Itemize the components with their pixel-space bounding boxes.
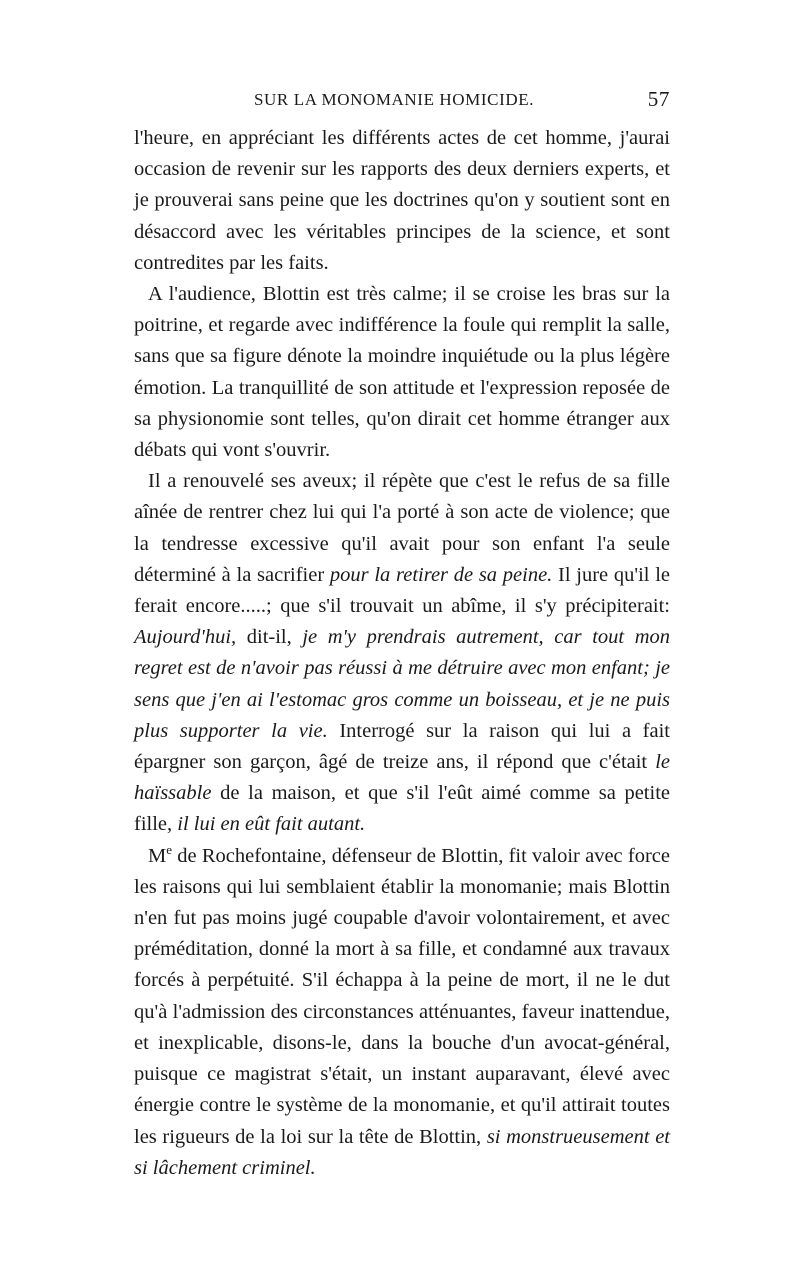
paragraph-3-italic-5: il lui en eût fait autant. xyxy=(177,813,366,836)
page-number: 57 xyxy=(647,87,670,111)
paragraph-1 xyxy=(134,123,670,279)
paragraph-3-text-1: Il a renouvelé ses aveux; il répète que c'est le refus de sa fille aînée de rentrer chez lui qui l'a porté à son acte de violence; que la tendresse excessive qu'il avait pour son enfant l'a seule déterminé à la sacrifier xyxy=(134,470,670,586)
paragraph-2 xyxy=(134,279,670,466)
paragraph-3-text-4: Interrogé sur la raison qui lui a fait épargner son garçon, âgé de treize ans, il répond que c'était xyxy=(134,719,670,774)
paragraph-4-title-m: M xyxy=(148,844,167,867)
paragraph-1-text: l'heure, en appréciant les différents actes de cet homme, j'aurai occasion de revenir sur les rapports des deux derniers experts, et je prouverai sans peine que les doctrines qu'on y soutient sont en désaccord avec les véritables principes de la science, et sont contredites par les faits. xyxy=(134,127,670,274)
paragraph-4-title-sup: e xyxy=(166,841,173,857)
paragraph-4 xyxy=(134,841,670,1184)
running-title: SUR LA MONOMANIE HOMICIDE. xyxy=(254,90,535,109)
paragraph-2-text: A l'audience, Blottin est très calme; il se croise les bras sur la poitrine, et regarde avec indifférence la foule qui remplit la salle, sans que sa figure dénote la moindre inquiétude ou la plus légère émotion. La tranquillité de son attitude et l'expression reposée de sa physionomie sont telles, qu'on dirait cet homme étranger aux débats qui vont s'ouvrir. xyxy=(134,283,670,462)
paragraph-3-italic-3: je m'y prendrais autrement, car tout mon regret est de n'avoir pas réussi à me détruire avec mon enfant; je sens que j'en ai l'estomac gros comme un boisseau, et je ne puis plus supporter la vie. xyxy=(134,626,670,742)
paragraph-4-italic-1: si monstrueusement et si lâchement criminel. xyxy=(134,1125,670,1179)
paragraph-3 xyxy=(134,466,670,840)
paragraph-3-text-2: Il jure qu'il le ferait encore.....; que s'il trouvait un abîme, il s'y précipiterait: xyxy=(134,563,670,618)
running-head xyxy=(134,87,670,116)
paragraph-3-text-5: de la maison, et que s'il l'eût aimé comme sa petite fille, xyxy=(134,782,670,836)
paragraph-3-italic-2: Aujourd'hui, xyxy=(134,626,237,649)
body-text xyxy=(134,123,670,1184)
paragraph-3-text-3: dit-il, xyxy=(236,626,303,649)
paragraph-3-italic-4: le haïssable xyxy=(134,751,670,805)
paragraph-4-text-1: de Rochefontaine, défenseur de Blottin, fit valoir avec force les raisons qui lui semblaient établir la monomanie; mais Blottin n'en fut pas moins jugé coupable d'avoir volontairement, et avec préméditation, donné la mort à sa fille, et condamné aux travaux forcés à perpétuité. S'il échappa à la peine de mort, il ne le dut qu'à l'admission des circonstances atténuantes, faveur inattendue, et inexplicable, disons-le, dans la bouche d'un avocat-général, puisque ce magistrat s'était, un instant auparavant, élevé avec énergie contre le système de la monomanie, et qu'il attirait toutes les rigueurs de la loi sur la tête de Blottin, xyxy=(134,844,670,1148)
paragraph-3-italic-1: pour la retirer de sa peine. xyxy=(329,563,553,586)
